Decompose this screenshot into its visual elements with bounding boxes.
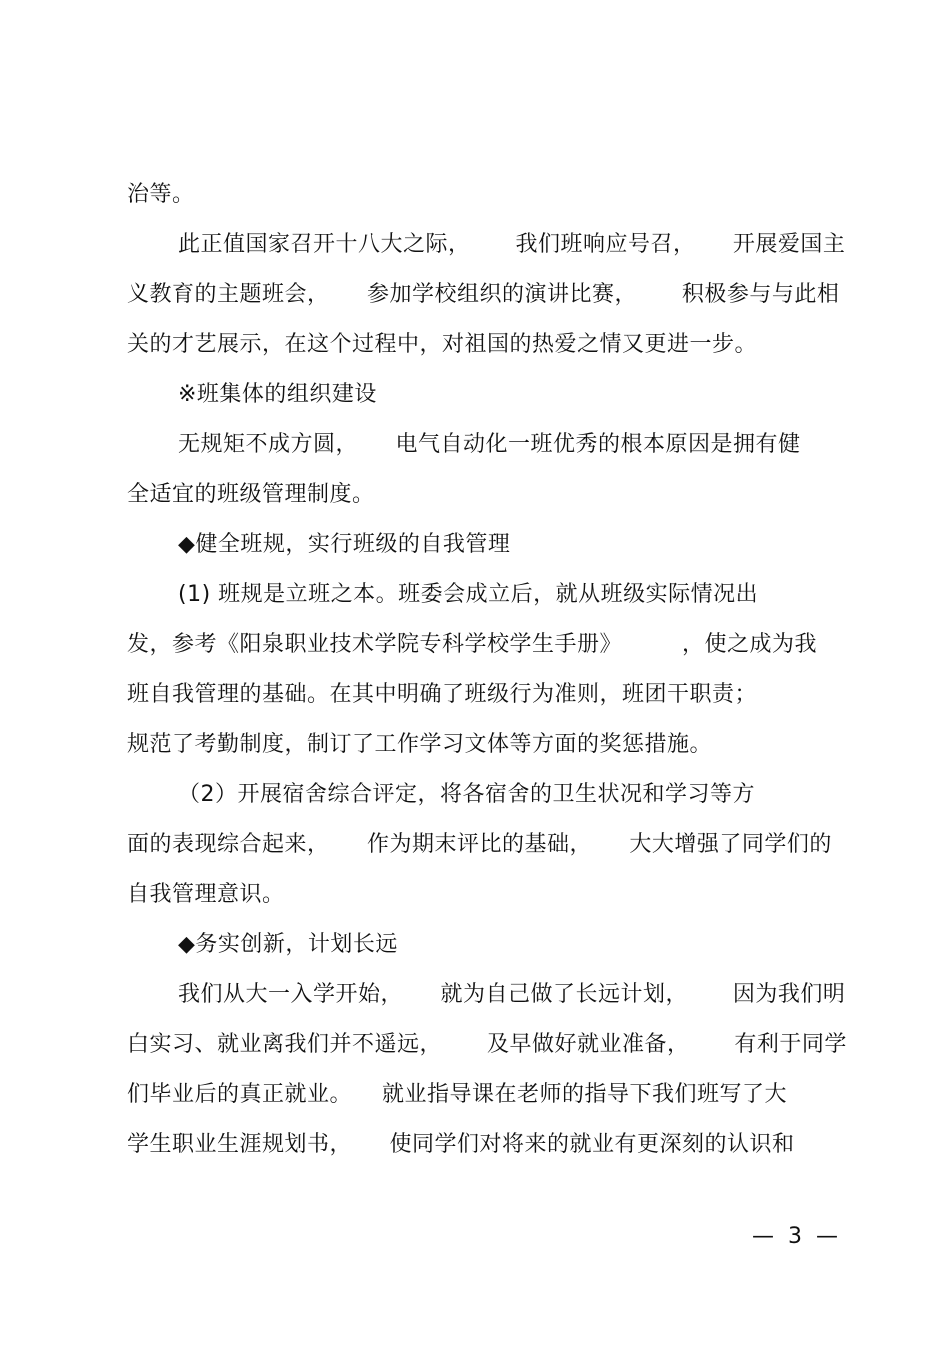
text-line-11: 班自我管理的基础。在其中明确了班级行为准则，班团干职责； (127, 682, 758, 707)
text-line-12: 规范了考勤制度，制订了工作学习文体等方面的奖惩措施。 (127, 732, 713, 757)
section-heading-organization: ※班集体的组织建设 (178, 382, 377, 407)
page-number: — 3 — (752, 1224, 838, 1249)
text-line-19: 们毕业后的真正就业。 就业指导课在老师的指导下我们班写了大 (127, 1082, 787, 1107)
text-line-6: 无规矩不成方圆， 电气自动化一班优秀的根本原因是拥有健 (178, 432, 801, 457)
text-line-7: 全适宜的班级管理制度。 (127, 482, 375, 507)
subheading-planning: ◆务实创新，计划长远 (178, 932, 398, 957)
text-line-14: 面的表现综合起来， 作为期末评比的基础， 大大增强了同学们的 (127, 832, 832, 857)
text-line-9: (1) 班规是立班之本。班委会成立后，就从班级实际情况出 (178, 582, 759, 607)
text-line-4: 关的才艺展示，在这个过程中，对祖国的热爱之情又更进一步。 (127, 332, 758, 357)
text-line-13: （2）开展宿舍综合评定，将各宿舍的卫生状况和学习等方 (178, 782, 755, 807)
text-line-10: 发，参考《阳泉职业技术学院专科学校学生手册》 ，使之成为我 (127, 632, 817, 657)
text-line-15: 自我管理意识。 (127, 882, 285, 907)
text-line-18: 白实习、就业离我们并不遥远， 及早做好就业准备， 有利于同学 (127, 1032, 847, 1057)
subheading-class-rules: ◆健全班规，实行班级的自我管理 (178, 532, 511, 557)
text-line-1: 治等。 (127, 182, 195, 207)
text-line-2: 此正值国家召开十八大之际， 我们班响应号召， 开展爱国主 (178, 232, 846, 257)
text-line-20: 学生职业生涯规划书， 使同学们对将来的就业有更深刻的认识和 (127, 1132, 795, 1157)
text-line-17: 我们从大一入学开始， 就为自己做了长远计划， 因为我们明 (178, 982, 846, 1007)
text-line-3: 义教育的主题班会， 参加学校组织的演讲比赛， 积极参与与此相 (127, 282, 840, 307)
